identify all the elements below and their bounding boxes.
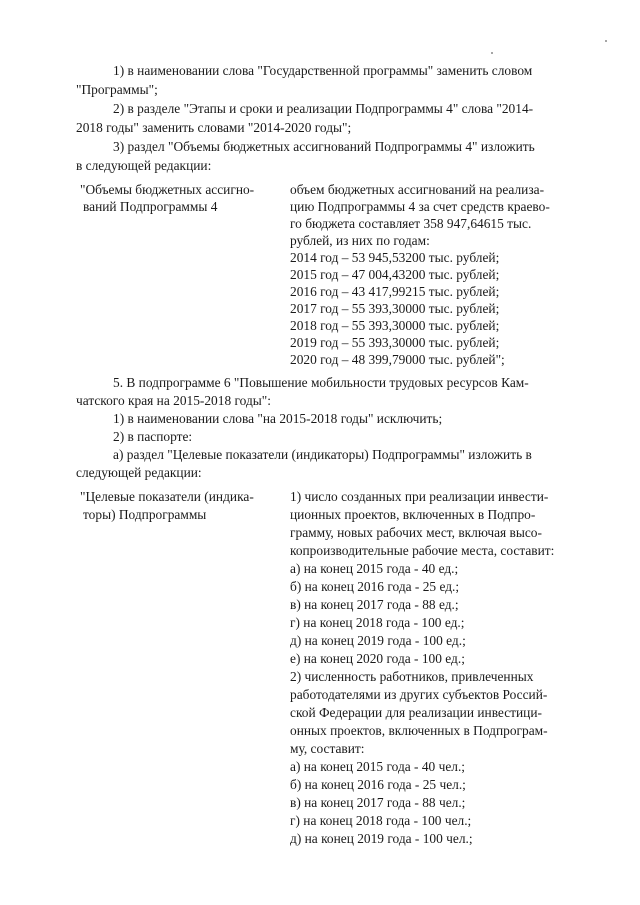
para-3-line-2: в следующей редакции: [76,158,212,173]
table2-right-line-2: ционных проектов, включенных в Подпро- [290,507,536,522]
table2-right-line-3: грамму, новых рабочих мест, включая высо- [290,525,542,540]
table2-right-line-20: д) на конец 2019 года - 100 чел.; [290,831,473,846]
table2-right-line-19: г) на конец 2018 года - 100 чел.; [290,813,472,828]
para-8-line-1: а) раздел "Целевые показатели (индикаторы) Подпрограммы" изложить в [113,447,532,462]
table1-right-line-5: 2014 год – 53 945,53200 тыс. рублей; [290,250,500,265]
table2-right-line-5: а) на конец 2015 года - 40 ед.; [290,561,459,576]
table2-left-line-1: "Целевые показатели (индика- [80,489,254,504]
table2-right-line-16: а) на конец 2015 года - 40 чел.; [290,759,466,774]
table2-right-line-13: ской Федерации для реализации инвестици- [290,705,542,720]
table1-right-line-3: го бюджета составляет 358 947,64615 тыс. [290,216,532,231]
table2-right-line-15: му, составит: [290,741,365,756]
table2-right-line-10: е) на конец 2020 года - 100 ед.; [290,651,465,666]
para-1-line-1: 1) в наименовании слова "Государственной программы" заменить словом [113,63,533,78]
table1-right-line-9: 2018 год – 55 393,30000 тыс. рублей; [290,318,500,333]
table2-right-line-17: б) на конец 2016 года - 25 чел.; [290,777,466,792]
table2-right-line-7: в) на конец 2017 года - 88 ед.; [290,597,459,612]
para-1-line-2: "Программы"; [76,82,158,97]
table2-right-line-18: в) на конец 2017 года - 88 чел.; [290,795,466,810]
table1-right-line-11: 2020 год – 48 399,79000 тыс. рублей"; [290,352,505,367]
table2-right-line-9: д) на конец 2019 года - 100 ед.; [290,633,466,648]
table1-right-line-7: 2016 год – 43 417,99215 тыс. рублей; [290,284,500,299]
table2-right-line-4: копроизводительные рабочие места, составит: [290,543,555,558]
table2-right-line-6: б) на конец 2016 года - 25 ед.; [290,579,460,594]
table1-left-line-1: "Объемы бюджетных ассигно- [80,182,255,197]
table1-right-line-10: 2019 год – 55 393,30000 тыс. рублей; [290,335,500,350]
para-8-line-2: следующей редакции: [76,465,202,480]
para-7: 2) в паспорте: [113,429,193,444]
table1-right-line-8: 2017 год – 55 393,30000 тыс. рублей; [290,301,500,316]
para-5-line-1: 5. В подпрограмме 6 "Повышение мобильности трудовых ресурсов Кам- [113,375,529,390]
table2-right-line-8: г) на конец 2018 года - 100 ед.; [290,615,465,630]
table1-right-line-6: 2015 год – 47 004,43200 тыс. рублей; [290,267,500,282]
para-2-line-2: 2018 годы" заменить словами "2014-2020 годы"; [76,120,352,135]
para-6: 1) в наименовании слова "на 2015-2018 годы" исключить; [113,411,443,426]
para-3-line-1: 3) раздел "Объемы бюджетных ассигнований Подпрограммы 4" изложить [113,139,535,154]
table1-left-line-2: ваний Подпрограммы 4 [83,199,218,214]
table2-right-line-1: 1) число созданных при реализации инвести- [290,489,549,504]
scan-speck [605,40,607,42]
table2-right-line-14: онных проектов, включенных в Подпрограм- [290,723,548,738]
table2-left-line-2: торы) Подпрограммы [83,507,207,522]
scan-speck [491,52,493,54]
para-5-line-2: чатского края на 2015-2018 годы": [76,393,271,408]
table1-right-line-4: рублей, из них по годам: [290,233,430,248]
table1-right-line-1: объем бюджетных ассигнований на реализа- [290,182,545,197]
para-2-line-1: 2) в разделе "Этапы и сроки и реализации Подпрограммы 4" слова "2014- [113,101,534,116]
table1-right-line-2: цию Подпрограммы 4 за счет средств краево- [290,199,550,214]
table2-right-line-12: работодателями из других субъектов Россий- [290,687,548,702]
table2-right-line-11: 2) численность работников, привлеченных [290,669,534,684]
